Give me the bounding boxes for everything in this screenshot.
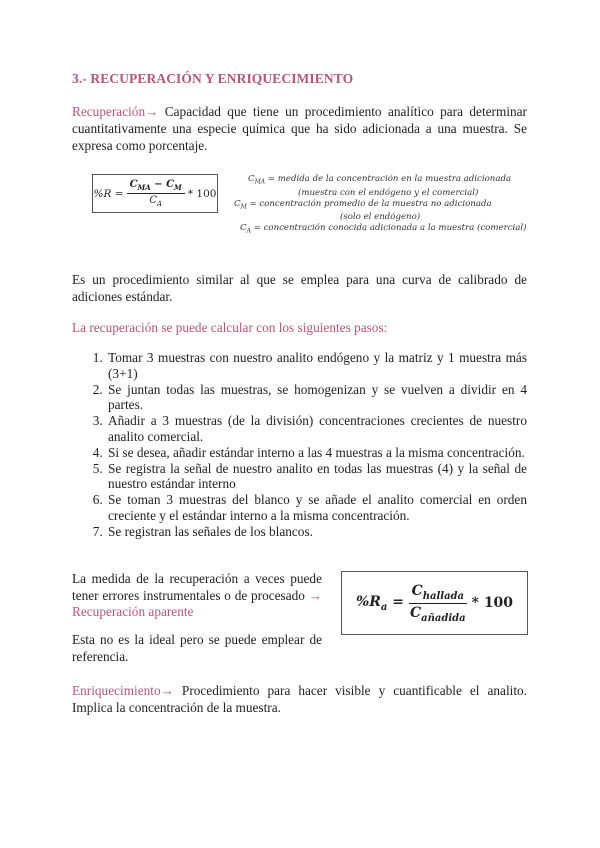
apparent-recovery-term: → Recuperación aparente	[72, 587, 322, 619]
recuperacion-term: Recuperación→	[72, 104, 159, 119]
recuperacion-text: Capacidad que tiene un procedimiento analítico para determinar cuantitativamente una especie química que ha sido adicionada a una muestra. Se expresa como porcentaje.	[72, 104, 527, 153]
formula2-lhs: $\%R_a$ =	[355, 593, 404, 613]
formula2-tail: * 100	[471, 595, 514, 611]
steps-list	[72, 350, 527, 540]
step-item: 3. Añadir a 3 muestras (de la división) concentraciones crecientes de nuestro analito comercial.	[106, 413, 527, 445]
step-item: 7. Se registran las señales de los blancos.	[106, 524, 527, 540]
step-item: 6. Se toman 3 muestras del blanco y se añade el analito comercial en orden creciente y el estándar interno a la misma concentración.	[106, 492, 527, 524]
enriquecimiento-term: Enriquecimiento→	[72, 683, 174, 698]
enriquecimiento-definition	[72, 682, 527, 716]
recovery-formula	[92, 174, 218, 213]
formula-tail: * 100	[187, 187, 217, 200]
section-title: 3.- RECUPERACIÓN Y ENRIQUECIMIENTO	[72, 71, 354, 86]
step-item: 4. Si se desea, añadir estándar interno a las 4 muestras a la misma concentración.	[106, 445, 527, 461]
legend-ca: $C_A$ = concentración conocida adicionada a la muestra (comercial)	[240, 223, 527, 236]
similar-procedure-text: Es un procedimiento similar al que se emplea para una curva de calibrado de adiciones estándar.	[72, 272, 527, 304]
formula-legend	[230, 174, 530, 237]
legend-cm-note: (solo el endógeno)	[340, 212, 421, 223]
steps-heading: La recuperación se puede calcular con los siguientes pasos:	[72, 320, 388, 335]
step-item: 1. Tomar 3 muestras con nuestro analito endógeno y la matriz y 1 muestra más (3+1)	[106, 350, 527, 382]
formula-numerator: $C_{MA} - C_M$	[127, 179, 185, 194]
legend-cma: $C_{MA}$ = medida de la concentración en la muestra adicionada	[248, 174, 512, 186]
recuperacion-definition	[72, 103, 527, 154]
enriquecimiento-text: Procedimiento para hacer visible y cuantificable el analito. Implica la concentración de la muestra.	[72, 683, 527, 715]
formula-fraction	[127, 179, 185, 208]
formula-lhs: %R =	[93, 187, 124, 200]
legend-cm: $C_M$ = concentración promedio de la muestra no adicionada	[234, 198, 492, 211]
formula2-numerator: $C_{hallada}$	[409, 583, 467, 604]
step-item: 5. Se registra la señal de nuestro analito en todas las muestras (4) y la señal de nuestro estándar interno	[106, 461, 527, 493]
step-item: 2. Se juntan todas las muestras, se homogenizan y se vuelven a dividir en 4 partes.	[106, 382, 527, 414]
apparent-recovery-formula	[341, 571, 528, 635]
legend-cma-note: (muestra con el endógeno y el comercial)	[298, 187, 479, 198]
formula2-denominator: $C_{añadida}$	[409, 604, 466, 624]
formula2-fraction	[407, 583, 469, 624]
apparent-recovery-note: Esta no es la ideal pero se puede emplear de referencia.	[72, 632, 322, 664]
formula-denominator: $C_A$	[149, 195, 163, 208]
apparent-recovery-text: La medida de la recuperación a veces puede tener errores instrumentales o de procesado → Recuperación aparente	[72, 571, 322, 619]
